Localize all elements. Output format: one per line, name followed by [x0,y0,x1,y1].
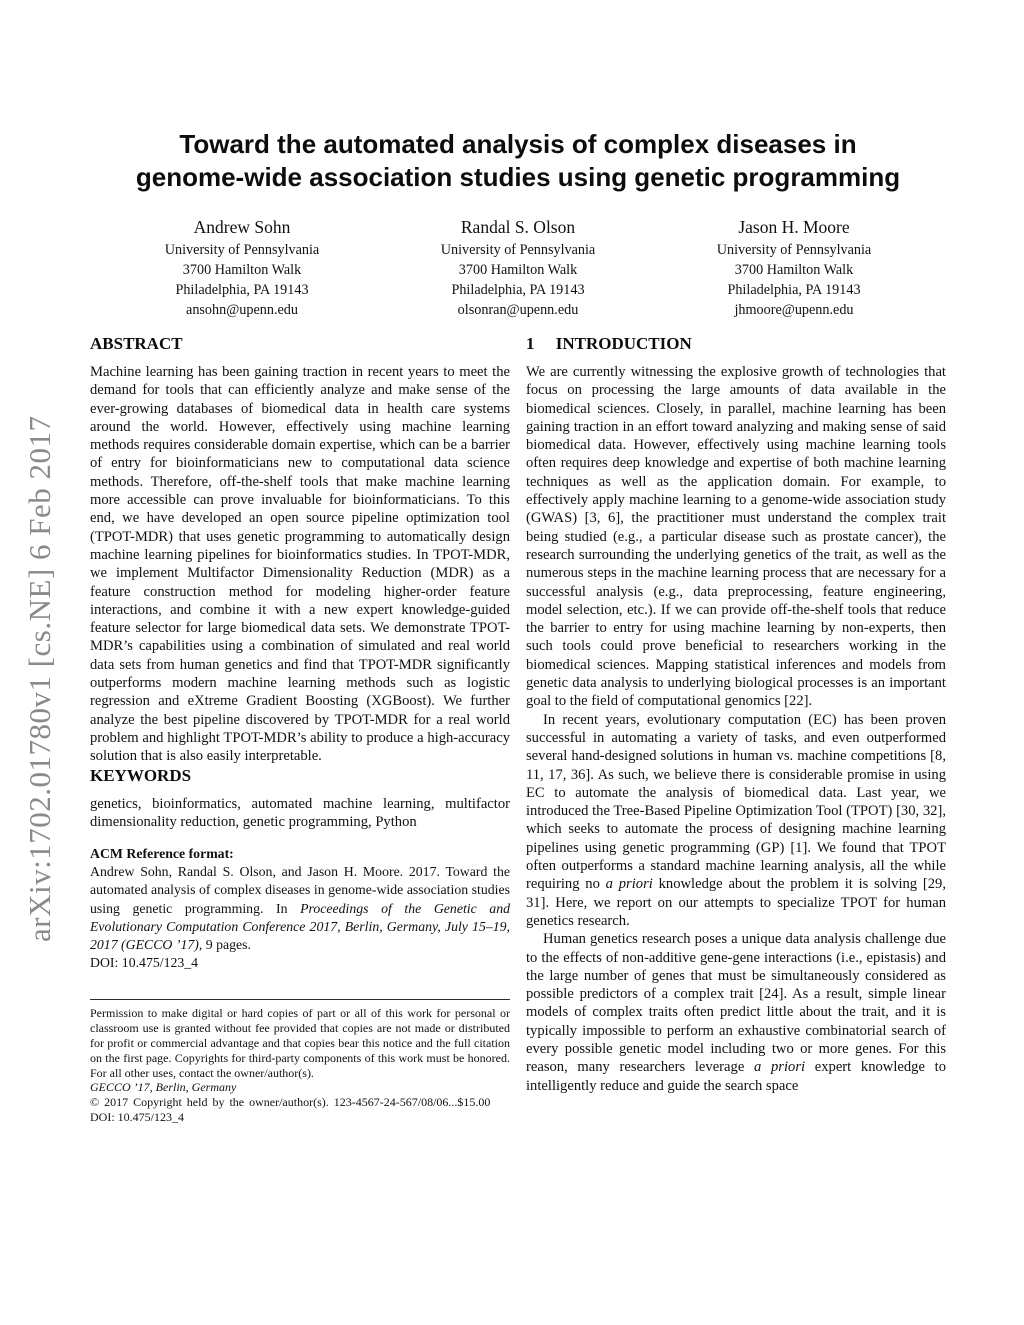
two-column-body [90,334,946,1125]
left-column [90,334,510,1125]
author-block-3 [674,216,914,320]
introduction-heading-label: INTRODUCTION [555,334,692,353]
introduction-heading-number: 1 [526,334,535,353]
paper-title [90,128,946,194]
permission-copyright: © 2017 Copyright held by the owner/author(s). 123-4567-24-567/08/06...$15.00 [90,1095,491,1110]
author-email: jhmoore@upenn.edu [734,302,854,318]
permission-block [90,999,510,1124]
permission-venue: GECCO ’17, Berlin, Germany [90,1080,237,1095]
author-list [122,216,914,320]
paper-title-line1: Toward the automated analysis of complex diseases in [179,129,857,159]
keywords-text: genetics, bioinformatics, automated machine learning, multifactor dimensionality reduction, genetic programming, Python [90,795,510,830]
author-city: Philadelphia, PA 19143 [175,282,309,298]
introduction-paragraph-3: Human genetics research poses a unique data analysis challenge due to the effects of non-additive gene-gene interactions (i.e., epistasis) and the large number of genes that must be simultaneously considered as possible predictors of a complex trait [24]. As a result, simple linear models of complex traits often predict little about the trait, and it is typically impossible to perform an exhaustive combinatorial search of every possible genetic model including two or more genes. For this reason, many researchers leverage a priori expert knowledge to intelligently reduce and guide the search space [526,931,947,1094]
author-email: olsonran@upenn.edu [457,302,579,318]
acm-reference-heading: ACM Reference format: [90,846,234,862]
author-affiliation: University of Pennsylvania [164,242,320,258]
author-affiliation: University of Pennsylvania [716,242,872,258]
abstract-text: Machine learning has been gaining traction in recent years to meet the demand for tools that can efficiently analyze and make sense of the ever-growing databases of biomedical data in health care systems around the world. However, effectively using machine learning methods requires considerable domain expertise, which can be a barrier of entry for bioinformaticians new to computational data science methods. Therefore, off-the-shelf tools that make machine learning more accessible can prove invaluable for bioinformaticians. To this end, we have developed an open source pipeline optimization tool (TPOT-MDR) that uses genetic programming to automatically design machine learning pipelines for bioinformatics studies. In TPOT-MDR, we implement Multifactor Dimensionality Reduction (MDR) as a feature construction method for modeling higher-order feature interactions, and combine it with a new expert knowledge-guided feature selector for large biomedical data sets. We demonstrate TPOT-MDR’s capabilities using a combination of simulated and real world data sets from human genetics and find that TPOT-MDR significantly outperforms modern machine learning methods such as logistic regression and eXtreme Gradient Boosting (XGBoost). We further analyze the best pipeline discovered by TPOT-MDR for a real world problem and highlight TPOT-MDR’s ability to produce a high-accuracy solution that is also easily interpretable. [90,364,510,765]
author-email: ansohn@upenn.edu [186,302,298,318]
arxiv-watermark: arXiv:1702.01780v1 [cs.NE] 6 Feb 2017 [22,415,57,942]
author-address: 3700 Hamilton Walk [182,262,302,278]
keywords-heading: KEYWORDS [90,765,192,785]
permission-doi: DOI: 10.475/123_4 [90,1109,184,1124]
introduction-paragraph-2: In recent years, evolutionary computation (EC) has been proven successful in automating a variety of tasks, and even outperformed several hand-designed solutions in human vs. machine competitions [8, 11, 17, 36]. As such, we believe there is considerable promise in using EC to automate the analysis of biomedical data. Last year, we introduced the Tree-Based Pipeline Optimization Tool (TPOT) [30, 32], which seeks to automate the process of designing machine learning pipelines using genetic programming (GP) [1]. We found that TPOT often outperforms a standard machine learning analysis, all the while requiring no a priori knowledge about the problem it is solving [29, 31]. Here, we report on our attempts to specialize TPOT for human genetics research. [526,711,946,929]
author-city: Philadelphia, PA 19143 [727,282,861,298]
right-column [526,334,946,1125]
author-block-1 [122,216,362,320]
permission-notice: Permission to make digital or hard copies of part or all of this work for personal or classroom use is granted without fee provided that copies are not made or distributed for profit or commercial advantage and that copies bear this notice and the full citation on the first page. Copyrights for third-party components of this work must be honored. For all other uses, contact the owner/author(s). [90,1006,510,1080]
author-name: Andrew Sohn [193,217,291,237]
introduction-paragraph-1: We are currently witnessing the explosive growth of technologies that focus on processing the large amounts of data available in the biomedical sciences. Closely, in parallel, machine learning has been gaining traction in an effort toward analyzing and making sense of said biomedical data. However, effectively using machine learning tools often requires deep knowledge and expertise of both machine learning techniques as well as the application domain. For example, to effectively apply machine learning to a genome-wide association study (GWAS) [3, 6], the practitioner must understand the complex trait being studied (e.g., a particular disease such as prostate cancer), the research surrounding the underlying genetics of the trait, as well as the numerous steps in the machine learning process that are necessary for a successful analysis (e.g., data preprocessing, feature engineering, model selection, etc.). If we can provide off-the-shelf tools that reduce the barrier to entry for using machine learning by non-experts, then such tools could prove beneficial to researchers working in the biomedical sciences. Mapping statistical inferences and models from genetic data analysis to underlying biological processes is an important goal to the field of computational genomics [22]. [526,364,946,710]
acm-reference-text: Andrew Sohn, Randal S. Olson, and Jason H. Moore. 2017. Toward the automated analysis of complex diseases in genome-wide association studies using genetic programming. In Proceedings of the Genetic and Evolutionary Computation Conference 2017, Berlin, Germany, July 15–19, 2017 (GECCO ’17), 9 pages. [90,864,511,952]
author-block-2 [398,216,638,320]
paper-title-line2: genome-wide association studies using genetic programming [135,162,901,192]
abstract-heading: ABSTRACT [90,334,183,353]
author-name: Jason H. Moore [738,217,850,237]
acm-reference-doi: DOI: 10.475/123_4 [90,955,199,971]
author-city: Philadelphia, PA 19143 [451,282,585,298]
author-address: 3700 Hamilton Walk [458,262,578,278]
author-address: 3700 Hamilton Walk [734,262,854,278]
page-content [90,0,946,1125]
introduction-heading [526,334,946,354]
author-affiliation: University of Pennsylvania [440,242,596,258]
author-name: Randal S. Olson [460,217,576,237]
